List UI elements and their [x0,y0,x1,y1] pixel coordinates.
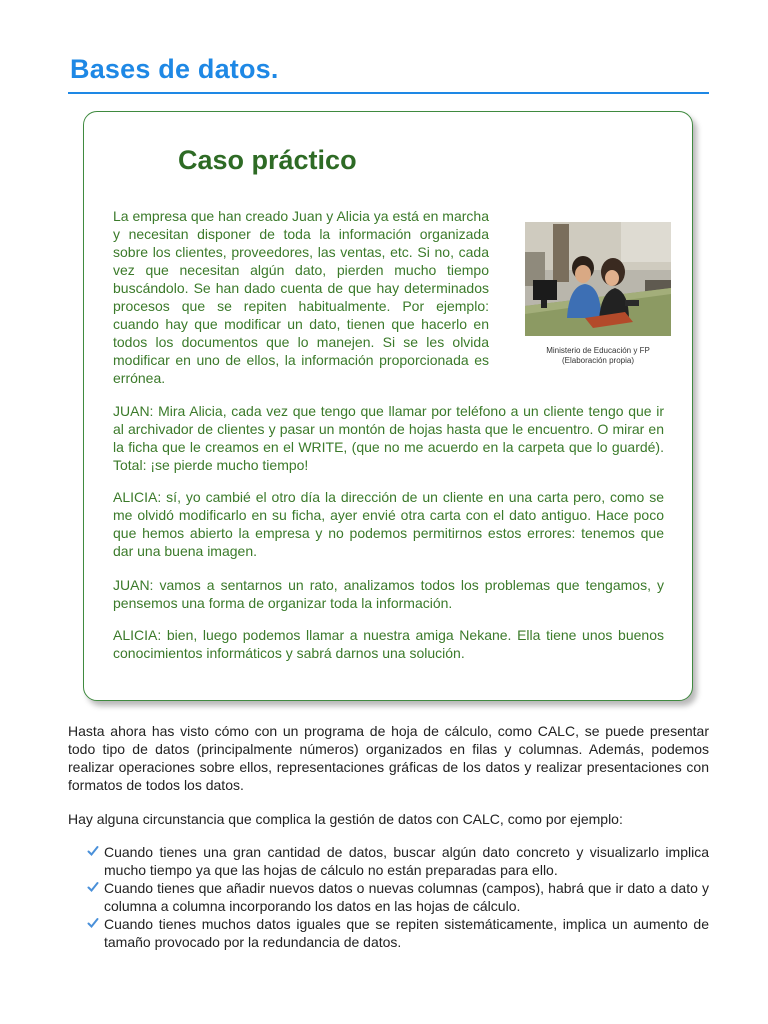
list-item-text: Cuando tienes que añadir nuevos datos o nuevas columnas (campos), habrá que ir dato a dato y columna a columna incorporando los datos en las hojas de cálculo. [104,880,709,914]
case-photo [525,222,671,336]
list-item-text: Cuando tienes muchos datos iguales que se repiten sistemáticamente, implica un aumento de tamaño provocado por la redundancia de datos. [104,916,709,950]
title-divider [68,92,709,94]
list-item [68,879,709,915]
photo-caption-note: (Elaboración propia) [561,356,635,365]
list-item [68,843,709,879]
photo-caption-credit: Ministerio de Educación y FP [546,346,650,355]
dialogue-juan-1: JUAN: Mira Alicia, cada vez que tengo que llamar por teléfono a un cliente tengo que ir al archivador de clientes y pasar un montón de hojas hasta que le encuentro. O mirar en la ficha que le creamos en el WRITE, (que no me acuerdo en la carpeta que lo guardé). Total: ¡se pierde mucho tiempo! [113,403,664,473]
case-intro-paragraph: La empresa que han creado Juan y Alicia ya está en marcha y necesitan disponer de toda la información organizada sobre los clientes, proveedores, las ventas, etc. Si no, cada vez que necesitan algún dato, pierden mucho tiempo buscándolo. Se han dado cuenta de que hay determinados procesos que se repiten habitualmente. Por ejemplo: cuando hay que modificar un dato, tienen que hacerlo en todos los documentos que lo manejen. Si se les olvida modificar en uno de ellos, la información proporcionada es errónea. [113,208,489,386]
page-title: Bases de datos. [70,54,279,84]
list-item [68,915,709,951]
check-icon [87,845,99,857]
dialogue-alicia-2: ALICIA: bien, luego podemos llamar a nuestra amiga Nekane. Ella tiene unos buenos conocimientos informáticos y sabrá darnos una solución. [113,627,664,661]
body-paragraph-circumstances: Hay alguna circunstancia que complica la gestión de datos con CALC, como por ejemplo: [68,811,623,827]
photo-caption [520,346,676,366]
dialogue-alicia-1: ALICIA: sí, yo cambié el otro día la dirección de un cliente en una carta pero, como se me olvidó modificarlo en su ficha, ayer envié otra carta con el dato antiguo. Hace poco que hemos abierto la empresa y no podemos permitirnos estos errores: tenemos que dar una buena imagen. [113,489,664,559]
check-icon [87,917,99,929]
case-study-title: Caso práctico [178,145,357,175]
dialogue-juan-2: JUAN: vamos a sentarnos un rato, analizamos todos los problemas que tengamos, y pensemos una forma de organizar toda la información. [113,577,664,611]
list-item-text: Cuando tienes una gran cantidad de datos, buscar algún dato concreto y visualizarlo implica mucho tiempo ya que las hojas de cálculo no están preparadas para ello. [104,844,709,878]
check-icon [87,881,99,893]
issues-list [68,843,709,951]
body-paragraph-calc: Hasta ahora has visto cómo con un programa de hoja de cálculo, como CALC, se puede presentar todo tipo de datos (principalmente números) organizados en filas y columnas. Además, podemos realizar operaciones sobre ellos, representaciones gráficas de los datos y realizar presentaciones con formatos de todos los datos. [68,723,709,793]
office-photo-image [525,222,671,336]
